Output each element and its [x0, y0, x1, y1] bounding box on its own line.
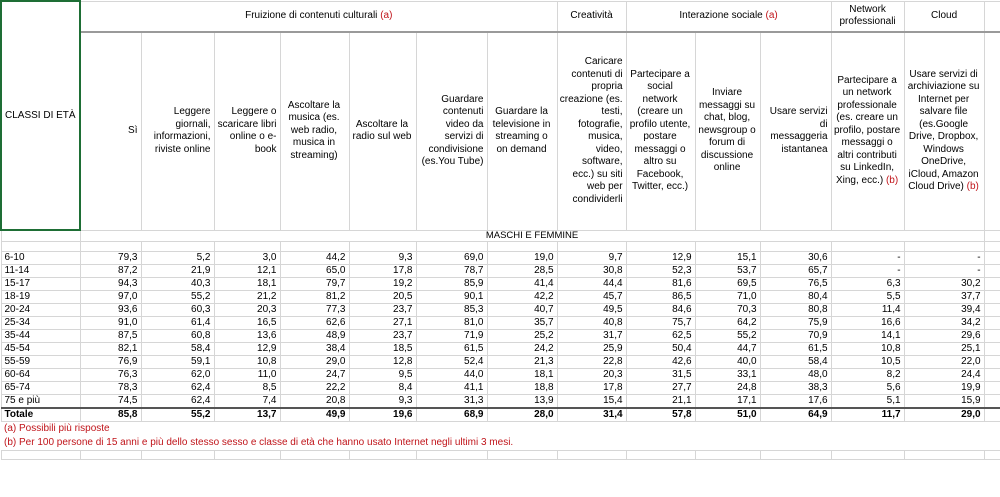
row-label[interactable]: 20-24 [1, 304, 80, 317]
table-row [1, 343, 1000, 356]
table-cell[interactable]: 20,8 [280, 395, 349, 409]
table-cell[interactable]: 23,7 [349, 330, 416, 343]
table-cell[interactable]: 12,9 [214, 343, 280, 356]
empty-cell[interactable] [984, 1, 1000, 32]
table-cell[interactable]: 40,0 [695, 356, 760, 369]
table-row [1, 317, 1000, 330]
row-label[interactable]: 55-59 [1, 356, 80, 369]
row-label[interactable]: 15-17 [1, 278, 80, 291]
table-cell[interactable]: 62,6 [280, 317, 349, 330]
table-cell[interactable]: 25,2 [487, 330, 557, 343]
empty-cell[interactable] [984, 408, 1000, 422]
table-cell[interactable]: 91,0 [80, 317, 141, 330]
table-cell[interactable]: 84,6 [626, 304, 695, 317]
table-cell[interactable]: 20,3 [214, 304, 280, 317]
table-cell[interactable]: 24,8 [695, 382, 760, 395]
table-cell[interactable]: 27,7 [626, 382, 695, 395]
table-cell[interactable]: 78,7 [416, 265, 487, 278]
col-header-chat[interactable]: Inviare messaggi su chat, blog, newsgroup o forum di discussione online [695, 32, 760, 231]
table-cell[interactable]: 8,4 [349, 382, 416, 395]
table-cell[interactable]: 48,9 [280, 330, 349, 343]
table-cell[interactable]: 16,5 [214, 317, 280, 330]
total-cell[interactable]: 13,7 [214, 408, 280, 422]
empty-cell[interactable] [984, 343, 1000, 356]
table-cell[interactable]: 25,1 [904, 343, 984, 356]
table-cell[interactable]: 21,1 [626, 395, 695, 409]
table-cell[interactable]: 24,7 [280, 369, 349, 382]
row-label[interactable]: 6-10 [1, 252, 80, 265]
col-header-messaggeria[interactable]: Usare servizi di messaggeria istantanea [760, 32, 831, 231]
table-cell[interactable]: 8,2 [831, 369, 904, 382]
table-cell[interactable]: 38,4 [280, 343, 349, 356]
total-cell[interactable]: 57,8 [626, 408, 695, 422]
table-cell[interactable]: 19,9 [904, 382, 984, 395]
table-cell[interactable]: 9,5 [349, 369, 416, 382]
empty-cell[interactable] [984, 330, 1000, 343]
table-row [1, 382, 1000, 395]
table-cell[interactable]: 90,1 [416, 291, 487, 304]
table-cell[interactable]: 78,3 [80, 382, 141, 395]
classes-header-cell[interactable] [1, 1, 80, 230]
table-cell[interactable]: 55,2 [695, 330, 760, 343]
col-header-libri[interactable]: Leggere o scaricare libri online o e-book [214, 32, 280, 231]
table-cell[interactable]: 25,9 [557, 343, 626, 356]
table-cell[interactable]: - [831, 252, 904, 265]
table-cell[interactable]: 60,8 [141, 330, 214, 343]
table-cell[interactable]: 29,6 [904, 330, 984, 343]
group-header-creativita[interactable]: Creatività [557, 1, 626, 32]
table-cell[interactable]: 79,7 [280, 278, 349, 291]
note-b[interactable]: (b) Per 100 persone di 15 anni e più dello stesso sesso e classe di età che hanno usato Internet negli ultimi 3 mesi. [4, 437, 514, 448]
table-row [1, 369, 1000, 382]
empty-cell[interactable] [984, 356, 1000, 369]
table-cell[interactable]: 60,3 [141, 304, 214, 317]
table-cell[interactable]: 62,0 [141, 369, 214, 382]
table-cell[interactable]: 69,0 [416, 252, 487, 265]
table-cell[interactable]: 71,0 [695, 291, 760, 304]
table-cell[interactable]: 33,1 [695, 369, 760, 382]
table-cell[interactable]: 39,4 [904, 304, 984, 317]
table-cell[interactable]: 15,9 [904, 395, 984, 409]
table-cell[interactable]: 27,1 [349, 317, 416, 330]
table-cell[interactable]: 81,0 [416, 317, 487, 330]
table-cell[interactable]: 44,2 [280, 252, 349, 265]
table-cell[interactable]: 30,2 [904, 278, 984, 291]
table-cell[interactable]: 29,0 [280, 356, 349, 369]
table-cell[interactable]: 21,9 [141, 265, 214, 278]
table-cell[interactable]: - [904, 265, 984, 278]
empty-cell[interactable] [984, 278, 1000, 291]
table-cell[interactable]: 85,3 [416, 304, 487, 317]
table-cell[interactable]: 48,0 [760, 369, 831, 382]
col-header-musica[interactable]: Ascoltare la musica (es. web radio, musica in streaming) [280, 32, 349, 231]
table-cell[interactable]: 69,5 [695, 278, 760, 291]
table-row [1, 252, 1000, 265]
total-cell[interactable]: 51,0 [695, 408, 760, 422]
table-cell[interactable]: 3,0 [214, 252, 280, 265]
empty-cell[interactable] [984, 395, 1000, 409]
total-cell[interactable]: 28,0 [487, 408, 557, 422]
table-cell[interactable]: 31,7 [557, 330, 626, 343]
table-cell[interactable]: 22,0 [904, 356, 984, 369]
table-cell[interactable]: 18,1 [487, 369, 557, 382]
table-cell[interactable]: 49,5 [557, 304, 626, 317]
table-cell[interactable]: 58,4 [141, 343, 214, 356]
table-cell[interactable]: 5,5 [831, 291, 904, 304]
table-cell[interactable]: 44,7 [695, 343, 760, 356]
empty-cell[interactable] [984, 317, 1000, 330]
table-cell[interactable]: 7,4 [214, 395, 280, 409]
empty-cell[interactable] [984, 291, 1000, 304]
col-header-si[interactable]: Sì [80, 32, 141, 231]
table-cell[interactable]: 38,3 [760, 382, 831, 395]
data-rows [1, 252, 1000, 409]
empty-cell[interactable] [984, 369, 1000, 382]
classes-label: CLASSI DI ETÀ [5, 109, 76, 121]
total-cell[interactable]: 19,6 [349, 408, 416, 422]
note-a[interactable]: (a) Possibili più risposte [4, 423, 110, 434]
table-cell[interactable]: 18,1 [214, 278, 280, 291]
section-row [1, 230, 1000, 242]
table-cell[interactable]: 44,0 [416, 369, 487, 382]
table-cell[interactable]: 23,7 [349, 304, 416, 317]
table-row [1, 330, 1000, 343]
table-cell[interactable]: 61,5 [760, 343, 831, 356]
table-row [1, 304, 1000, 317]
note-row-a [1, 422, 1000, 437]
table-cell[interactable]: 97,0 [80, 291, 141, 304]
table-cell[interactable]: 13,9 [487, 395, 557, 409]
total-row [1, 408, 1000, 422]
col-header-network[interactable]: Partecipare a un network professionale (es. creare un profilo, postare messaggi o altri contributi su LinkedIn, Xing, ecc.) (b) [831, 32, 904, 231]
table-cell[interactable]: 5,2 [141, 252, 214, 265]
table-cell[interactable]: 18,8 [487, 382, 557, 395]
total-cell[interactable]: 64,9 [760, 408, 831, 422]
table-cell[interactable]: 17,8 [349, 265, 416, 278]
table-cell[interactable]: 75,9 [760, 317, 831, 330]
table-cell[interactable]: 70,3 [695, 304, 760, 317]
table-cell[interactable]: 76,3 [80, 369, 141, 382]
table-cell[interactable]: 76,5 [760, 278, 831, 291]
table-cell[interactable]: 30,8 [557, 265, 626, 278]
table-cell[interactable]: 59,1 [141, 356, 214, 369]
table-cell[interactable]: 81,2 [280, 291, 349, 304]
table-cell[interactable]: 40,3 [141, 278, 214, 291]
table-cell[interactable]: 10,5 [831, 356, 904, 369]
table-cell[interactable]: 58,4 [760, 356, 831, 369]
table-cell[interactable]: 28,5 [487, 265, 557, 278]
table-row [1, 278, 1000, 291]
table-cell[interactable]: 24,4 [904, 369, 984, 382]
group-header-network[interactable]: Network professionali [831, 1, 904, 32]
table-cell[interactable]: 11,0 [214, 369, 280, 382]
blank-row [1, 242, 1000, 252]
table-cell[interactable]: 55,2 [141, 291, 214, 304]
table-cell[interactable]: 16,6 [831, 317, 904, 330]
table-cell[interactable]: 94,3 [80, 278, 141, 291]
table-cell[interactable]: 87,2 [80, 265, 141, 278]
table-cell[interactable]: 24,2 [487, 343, 557, 356]
empty-cell[interactable] [984, 252, 1000, 265]
row-label[interactable]: 60-64 [1, 369, 80, 382]
table-cell[interactable]: 5,1 [831, 395, 904, 409]
table-cell[interactable]: 42,6 [626, 356, 695, 369]
table-cell[interactable]: 21,3 [487, 356, 557, 369]
group-header-interazione[interactable]: Interazione sociale (a) [626, 1, 831, 32]
empty-cell[interactable] [1, 230, 80, 242]
table-row [1, 291, 1000, 304]
table-cell[interactable]: 65,0 [280, 265, 349, 278]
table-cell[interactable]: 34,2 [904, 317, 984, 330]
table-cell[interactable]: 61,5 [416, 343, 487, 356]
table-cell[interactable]: 40,8 [557, 317, 626, 330]
table-cell[interactable]: 31,3 [416, 395, 487, 409]
table-cell[interactable]: 8,5 [214, 382, 280, 395]
table-cell[interactable]: 87,5 [80, 330, 141, 343]
table-cell[interactable]: 42,2 [487, 291, 557, 304]
table-cell[interactable]: 45,7 [557, 291, 626, 304]
table-cell[interactable]: 35,7 [487, 317, 557, 330]
table-cell[interactable]: 74,5 [80, 395, 141, 409]
table-cell[interactable]: 80,8 [760, 304, 831, 317]
table-cell[interactable]: 31,5 [626, 369, 695, 382]
row-label[interactable]: 11-14 [1, 265, 80, 278]
table-cell[interactable]: 52,4 [416, 356, 487, 369]
table-cell[interactable]: 22,2 [280, 382, 349, 395]
table-cell[interactable]: 71,9 [416, 330, 487, 343]
col-header-caricare[interactable]: Caricare contenuti di propria creazione (es. testi, fotografie, musica, video, software, ecc.) su siti web per condividerli [557, 32, 626, 231]
empty-row [1, 451, 1000, 460]
table-cell[interactable]: 62,4 [141, 382, 214, 395]
row-label[interactable]: 65-74 [1, 382, 80, 395]
table-cell[interactable]: 19,0 [487, 252, 557, 265]
header-groups-row [1, 1, 1000, 32]
table-cell[interactable]: 10,8 [831, 343, 904, 356]
total-cell[interactable]: 31,4 [557, 408, 626, 422]
table-cell[interactable]: 13,6 [214, 330, 280, 343]
table-cell[interactable]: 85,9 [416, 278, 487, 291]
row-label[interactable]: 75 e più [1, 395, 80, 409]
table-cell[interactable]: 15,1 [695, 252, 760, 265]
header-columns-row [1, 32, 1000, 231]
table-row [1, 356, 1000, 369]
table-cell[interactable]: 19,2 [349, 278, 416, 291]
total-cell[interactable]: 29,0 [904, 408, 984, 422]
table-row [1, 265, 1000, 278]
table-cell[interactable]: 12,8 [349, 356, 416, 369]
table-cell[interactable]: 62,4 [141, 395, 214, 409]
table-cell[interactable]: 9,7 [557, 252, 626, 265]
col-header-radio[interactable]: Ascoltare la radio sul web [349, 32, 416, 231]
table-cell[interactable]: 41,1 [416, 382, 487, 395]
table-cell[interactable]: 75,7 [626, 317, 695, 330]
table-cell[interactable]: 22,8 [557, 356, 626, 369]
table-cell[interactable]: 64,2 [695, 317, 760, 330]
table-cell[interactable]: 76,9 [80, 356, 141, 369]
table-cell[interactable]: 18,5 [349, 343, 416, 356]
empty-cell[interactable] [984, 304, 1000, 317]
table-cell[interactable]: 17,8 [557, 382, 626, 395]
table-cell[interactable]: 70,9 [760, 330, 831, 343]
total-cell[interactable]: 49,9 [280, 408, 349, 422]
col-header-giornali[interactable]: Leggere giornali, informazioni, riviste online [141, 32, 214, 231]
table-cell[interactable]: 17,1 [695, 395, 760, 409]
table-cell[interactable]: 15,4 [557, 395, 626, 409]
table-cell[interactable]: 11,4 [831, 304, 904, 317]
table-cell[interactable]: 40,7 [487, 304, 557, 317]
total-cell[interactable]: 85,8 [80, 408, 141, 422]
table-cell[interactable]: 52,3 [626, 265, 695, 278]
table-cell[interactable]: 20,3 [557, 369, 626, 382]
table-cell[interactable]: 12,9 [626, 252, 695, 265]
empty-cell[interactable] [984, 32, 1000, 231]
table-cell[interactable]: 93,6 [80, 304, 141, 317]
table-cell[interactable]: 44,4 [557, 278, 626, 291]
table-cell[interactable]: - [831, 265, 904, 278]
table-cell[interactable]: - [904, 252, 984, 265]
total-cell[interactable]: 11,7 [831, 408, 904, 422]
total-cell[interactable]: 55,2 [141, 408, 214, 422]
table-cell[interactable]: 82,1 [80, 343, 141, 356]
table-cell[interactable]: 21,2 [214, 291, 280, 304]
total-cell[interactable]: 68,9 [416, 408, 487, 422]
group-header-fruizione[interactable]: Fruizione di contenuti culturali (a) [80, 1, 557, 32]
table-cell[interactable]: 6,3 [831, 278, 904, 291]
table-cell[interactable]: 81,6 [626, 278, 695, 291]
row-label[interactable]: 35-44 [1, 330, 80, 343]
table-cell[interactable]: 86,5 [626, 291, 695, 304]
table-cell[interactable]: 62,5 [626, 330, 695, 343]
table-cell[interactable]: 20,5 [349, 291, 416, 304]
table-cell[interactable]: 12,1 [214, 265, 280, 278]
table-cell[interactable]: 17,6 [760, 395, 831, 409]
table-cell[interactable]: 50,4 [626, 343, 695, 356]
table-cell[interactable]: 53,7 [695, 265, 760, 278]
table-cell[interactable]: 41,4 [487, 278, 557, 291]
row-label[interactable]: 18-19 [1, 291, 80, 304]
table-cell[interactable]: 9,3 [349, 395, 416, 409]
row-label[interactable]: 25-34 [1, 317, 80, 330]
table-cell[interactable]: 79,3 [80, 252, 141, 265]
col-header-social[interactable]: Partecipare a social network (creare un profilo utente, postare messaggi o altro su Facebook, Twitter, ecc.) [626, 32, 695, 231]
table-row [1, 395, 1000, 409]
row-label[interactable]: 45-54 [1, 343, 80, 356]
col-header-tv[interactable]: Guardare la televisione in streaming o on demand [487, 32, 557, 231]
col-header-video[interactable]: Guardare contenuti video da servizi di condivisione (es.You Tube) [416, 32, 487, 231]
table-cell[interactable]: 30,6 [760, 252, 831, 265]
table-cell[interactable]: 14,1 [831, 330, 904, 343]
table-cell[interactable]: 80,4 [760, 291, 831, 304]
table-cell[interactable]: 10,8 [214, 356, 280, 369]
note-row-b [1, 436, 1000, 451]
col-header-cloud[interactable]: Usare servizi di archiviazione su Internet per salvare file (es.Google Drive, Dropbox, Windows OneDrive, iCloud, Amazon Cloud Drive) (b) [904, 32, 984, 231]
table-cell[interactable]: 77,3 [280, 304, 349, 317]
empty-cell[interactable] [984, 230, 1000, 242]
section-title[interactable]: MASCHI E FEMMINE [80, 230, 984, 242]
table-cell[interactable]: 5,6 [831, 382, 904, 395]
table-cell[interactable]: 9,3 [349, 252, 416, 265]
group-header-cloud[interactable]: Cloud [904, 1, 984, 32]
total-label[interactable]: Totale [1, 408, 80, 422]
table-cell[interactable]: 37,7 [904, 291, 984, 304]
table-cell[interactable]: 61,4 [141, 317, 214, 330]
table-cell[interactable]: 65,7 [760, 265, 831, 278]
empty-cell[interactable] [984, 382, 1000, 395]
empty-cell[interactable] [984, 265, 1000, 278]
